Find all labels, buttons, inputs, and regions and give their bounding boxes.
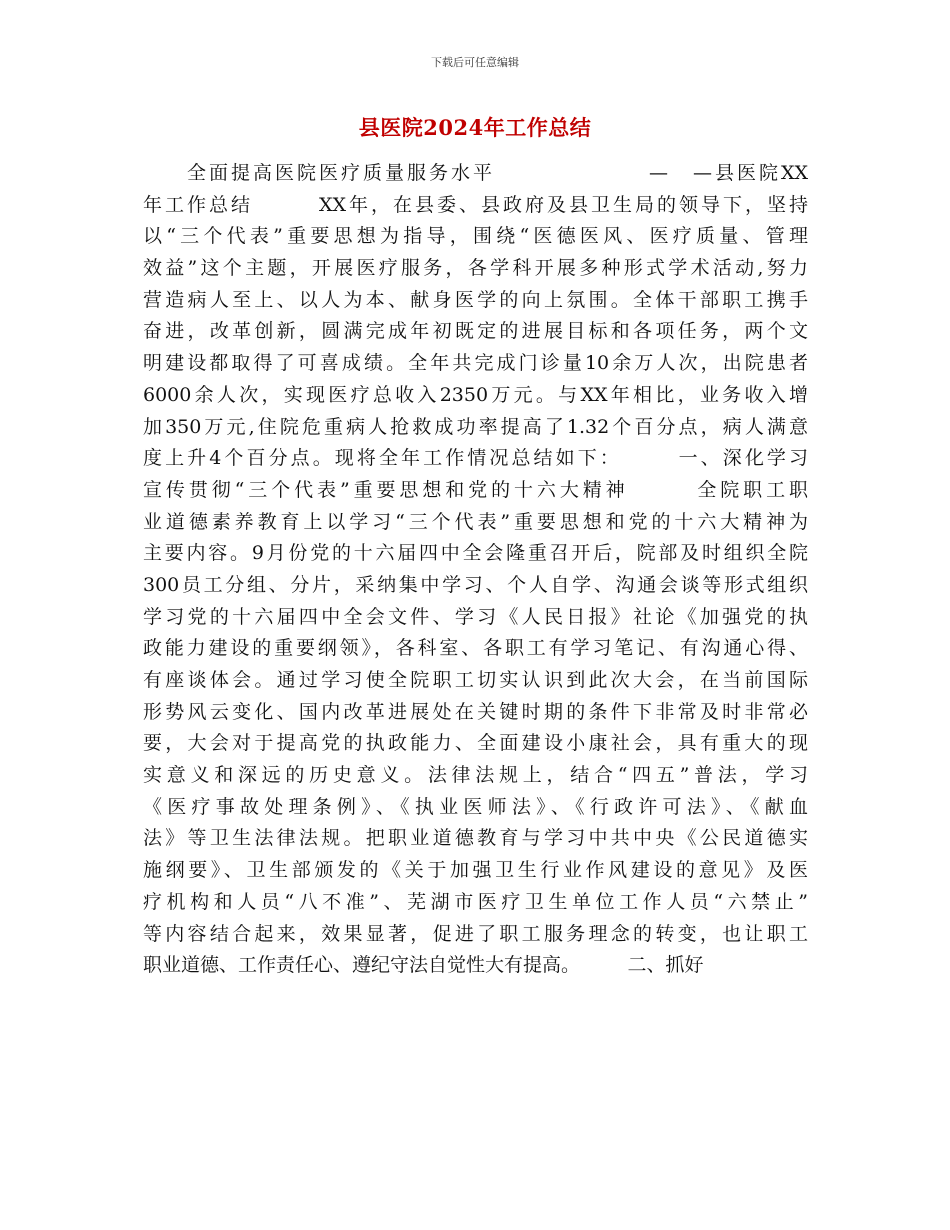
body-line-6: 奋进，改革创新，圆满完成年初既定的进展目标和各项任务，两个文 — [143, 320, 808, 343]
body-line-1: 全面提高医院医疗质量服务水平 — —县医院XX — [143, 162, 808, 184]
body-line-7: 明建设都取得了可喜成绩。全年共完成门诊量10余万人次，出院患者 — [143, 352, 808, 375]
body-line-19: 要，大会对于提高党的执政能力、全面建设小康社会，具有重大的现 — [143, 732, 808, 755]
body-line-5: 营造病人至上、以人为本、献身医学的向上氛围。全体干部职工携手 — [143, 288, 808, 311]
body-line-20: 实意义和深远的历史意义。法律法规上，结合“四五”普法，学习 — [143, 764, 808, 787]
body-line-24: 疗机构和人员“八不准”、芜湖市医疗卫生单位工作人员“六禁止” — [143, 890, 808, 913]
body-line-15: 学习党的十六届四中全会文件、学习《人民日报》社论《加强党的执 — [143, 605, 808, 628]
body-line-8: 6000余人次，实现医疗总收入2350万元。与XX年相比，业务收入增 — [143, 383, 808, 406]
document-body — [143, 158, 808, 982]
body-line-16: 政能力建设的重要纲领》，各科室、各职工有学习笔记、有沟通心得、 — [143, 637, 808, 660]
body-line-2: 年工作总结 XX年，在县委、县政府及县卫生局的领导下，坚持 — [143, 193, 808, 216]
body-line-4: 效益”这个主题，开展医疗服务，各学科开展多种形式学术活动,努力 — [143, 257, 808, 280]
body-line-22: 法》等卫生法律法规。把职业道德教育与学习中共中央《公民道德实 — [143, 827, 808, 850]
body-line-11: 宣传贯彻“三个代表”重要思想和党的十六大精神 全院职工职 — [143, 478, 808, 501]
body-line-18: 形势风云变化、国内改革进展处在关键时期的条件下非常及时非常必 — [143, 700, 808, 723]
body-line-14: 300员工分组、分片，采纳集中学习、个人自学、沟通会谈等形式组织 — [143, 573, 808, 596]
body-line-3: 以“三个代表”重要思想为指导，围绕“医德医风、医疗质量、管理 — [143, 225, 808, 248]
body-line-25: 等内容结合起来，效果显著，促进了职工服务理念的转变，也让职工 — [143, 922, 808, 945]
body-line-10: 度上升4个百分点。现将全年工作情况总结如下： 一、深化学习 — [143, 447, 808, 470]
header-note: 下载后可任意编辑 — [431, 56, 519, 69]
body-line-12: 业道德素养教育上以学习“三个代表”重要思想和党的十六大精神为 — [143, 510, 808, 533]
body-line-23: 施纲要》、卫生部颁发的《关于加强卫生行业作风建设的意见》及医 — [143, 859, 808, 882]
body-line-9: 加350万元,住院危重病人抢救成功率提高了1.32个百分点，病人满意 — [143, 415, 808, 438]
body-line-13: 主要内容。9月份党的十六届四中全会隆重召开后，院部及时组织全院 — [143, 542, 808, 565]
body-line-17: 有座谈体会。通过学习使全院职工切实认识到此次大会，在当前国际 — [143, 669, 808, 691]
body-line-26: 职业道德、工作责任心、遵纪守法自觉性大有提高。 二、抓好 — [143, 954, 704, 977]
body-line-21: 《医疗事故处理条例》、《执业医师法》、《行政许可法》、《献血 — [143, 795, 808, 818]
document-title: 县医院2024年工作总结 — [358, 115, 592, 140]
